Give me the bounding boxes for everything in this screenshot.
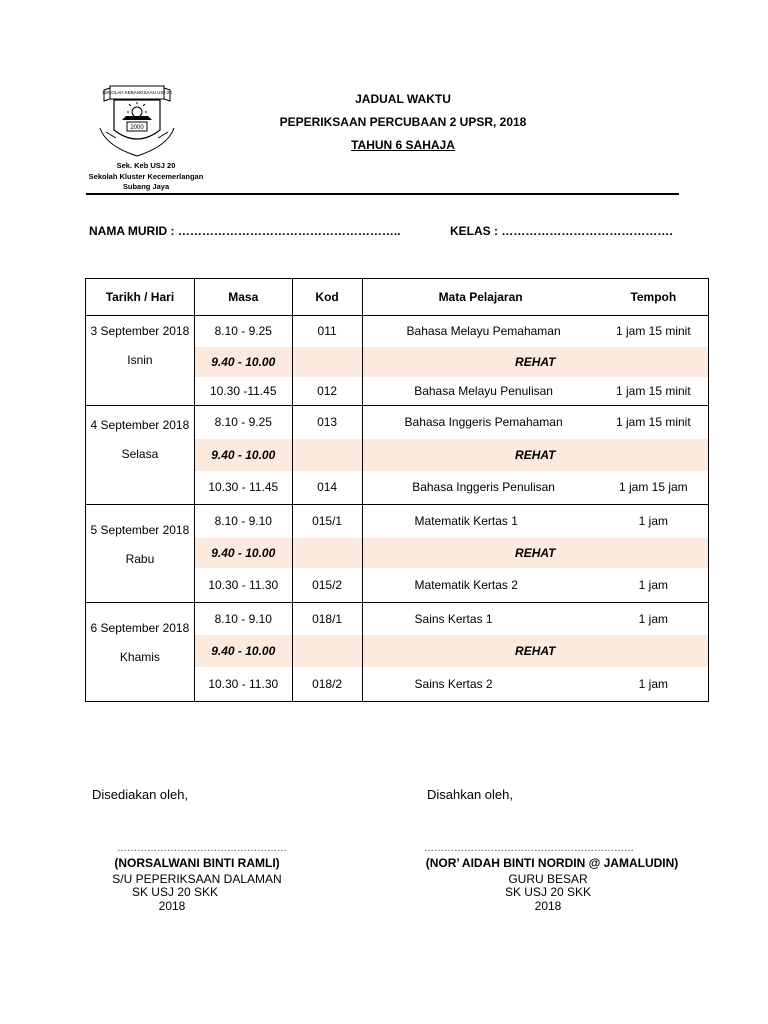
date-cell bbox=[86, 505, 195, 603]
session-time: 8.10 - 9.10 bbox=[194, 603, 292, 635]
table-row bbox=[86, 505, 709, 538]
exam-date: 5 September 2018 bbox=[90, 523, 190, 537]
approved-by-caption: Disahkan oleh, bbox=[427, 787, 513, 802]
signature-line-right: ……………………………………………………… bbox=[424, 843, 634, 854]
break-label: REHAT bbox=[362, 439, 708, 471]
break-time: 9.40 - 10.00 bbox=[194, 347, 292, 377]
session-time: 8.10 - 9.25 bbox=[194, 406, 292, 439]
session-code: 015/2 bbox=[292, 568, 362, 603]
preparer-role: S/U PEPERIKSAAN DALAMAN bbox=[112, 872, 282, 886]
preparer-school: SK USJ 20 SKK bbox=[131, 885, 219, 899]
signature-line-left: …………………………………………… bbox=[117, 843, 287, 854]
session-code: 015/1 bbox=[292, 505, 362, 538]
header-subject: Mata Pelajaran bbox=[362, 279, 599, 316]
preparer-name: (NORSALWANI BINTI RAMLI) bbox=[114, 856, 280, 870]
student-name-field: NAMA MURID : ……………………………………………….. bbox=[89, 224, 401, 238]
session-duration: 1 jam bbox=[599, 505, 709, 538]
header-duration: Tempoh bbox=[599, 279, 709, 316]
exam-timetable bbox=[85, 278, 709, 702]
doc-title: JADUAL WAKTU bbox=[355, 92, 451, 106]
table-row bbox=[86, 603, 709, 635]
exam-day: Khamis bbox=[119, 650, 160, 664]
session-subject: Bahasa Inggeris Penulisan bbox=[362, 471, 599, 505]
school-cluster: Sekolah Kluster Kecemerlangan bbox=[88, 172, 204, 181]
session-time: 8.10 - 9.10 bbox=[194, 505, 292, 538]
break-code-empty bbox=[292, 439, 362, 471]
break-code-empty bbox=[292, 538, 362, 568]
doc-subtitle: PEPERIKSAAN PERCUBAAN 2 UPSR, 2018 bbox=[279, 115, 527, 129]
session-subject: Matematik Kertas 2 bbox=[362, 568, 599, 603]
table-row bbox=[86, 316, 709, 347]
session-subject: Sains Kertas 2 bbox=[362, 667, 599, 702]
break-code-empty bbox=[292, 635, 362, 667]
exam-day: Rabu bbox=[125, 552, 155, 566]
header-time: Masa bbox=[194, 279, 292, 316]
session-duration: 1 jam bbox=[599, 667, 709, 702]
session-code: 018/2 bbox=[292, 667, 362, 702]
session-subject: Bahasa Melayu Pemahaman bbox=[362, 316, 599, 347]
header-divider bbox=[86, 193, 679, 195]
break-label: REHAT bbox=[362, 347, 708, 377]
approver-year: 2018 bbox=[534, 899, 562, 913]
session-code: 013 bbox=[292, 406, 362, 439]
session-code: 014 bbox=[292, 471, 362, 505]
date-cell bbox=[86, 603, 195, 702]
approver-role: GURU BESAR bbox=[508, 872, 588, 886]
session-duration: 1 jam 15 minit bbox=[599, 377, 709, 406]
break-time: 9.40 - 10.00 bbox=[194, 538, 292, 568]
session-duration: 1 jam 15 jam bbox=[599, 471, 709, 505]
table-header-row bbox=[86, 279, 709, 316]
header-date: Tarikh / Hari bbox=[86, 279, 195, 316]
approver-name: (NOR’ AIDAH BINTI NORDIN @ JAMALUDIN) bbox=[425, 856, 679, 870]
approver-school: SK USJ 20 SKK bbox=[504, 885, 592, 899]
session-code: 018/1 bbox=[292, 603, 362, 635]
preparer-year: 2018 bbox=[158, 899, 186, 913]
session-time: 10.30 - 11.30 bbox=[194, 568, 292, 603]
session-time: 8.10 - 9.25 bbox=[194, 316, 292, 347]
crest-year: 2000 bbox=[130, 125, 144, 131]
doc-subtitle-2: TAHUN 6 SAHAJA bbox=[351, 138, 455, 152]
crest-text: SEKOLAH KEBANGSAAN USJ 20 bbox=[102, 90, 172, 95]
session-subject: Sains Kertas 1 bbox=[362, 603, 599, 635]
session-time: 10.30 -11.45 bbox=[194, 377, 292, 406]
session-duration: 1 jam bbox=[599, 603, 709, 635]
school-crest-logo bbox=[96, 82, 178, 160]
session-time: 10.30 - 11.30 bbox=[194, 667, 292, 702]
session-subject: Bahasa Inggeris Pemahaman bbox=[362, 406, 599, 439]
session-subject: Matematik Kertas 1 bbox=[362, 505, 599, 538]
class-field: KELAS : ……………………………………. bbox=[450, 224, 673, 238]
session-code: 012 bbox=[292, 377, 362, 406]
exam-date: 3 September 2018 bbox=[90, 324, 190, 338]
session-subject: Bahasa Melayu Penulisan bbox=[362, 377, 599, 406]
session-duration: 1 jam 15 minit bbox=[599, 316, 709, 347]
table-row bbox=[86, 406, 709, 439]
session-duration: 1 jam bbox=[599, 568, 709, 603]
school-location: Subang Jaya bbox=[122, 182, 170, 191]
prepared-by-caption: Disediakan oleh, bbox=[92, 787, 189, 802]
session-time: 10.30 - 11.45 bbox=[194, 471, 292, 505]
session-duration: 1 jam 15 minit bbox=[599, 406, 709, 439]
header-code: Kod bbox=[292, 279, 362, 316]
break-time: 9.40 - 10.00 bbox=[194, 439, 292, 471]
exam-date: 6 September 2018 bbox=[90, 621, 190, 635]
school-name: Sek. Keb USJ 20 bbox=[116, 161, 176, 170]
break-time: 9.40 - 10.00 bbox=[194, 635, 292, 667]
exam-day: Selasa bbox=[121, 447, 159, 461]
break-label: REHAT bbox=[362, 635, 708, 667]
session-code: 011 bbox=[292, 316, 362, 347]
exam-date: 4 September 2018 bbox=[90, 418, 190, 432]
date-cell bbox=[86, 406, 195, 505]
break-code-empty bbox=[292, 347, 362, 377]
date-cell bbox=[86, 316, 195, 406]
exam-day: Isnin bbox=[127, 353, 153, 367]
break-label: REHAT bbox=[362, 538, 708, 568]
